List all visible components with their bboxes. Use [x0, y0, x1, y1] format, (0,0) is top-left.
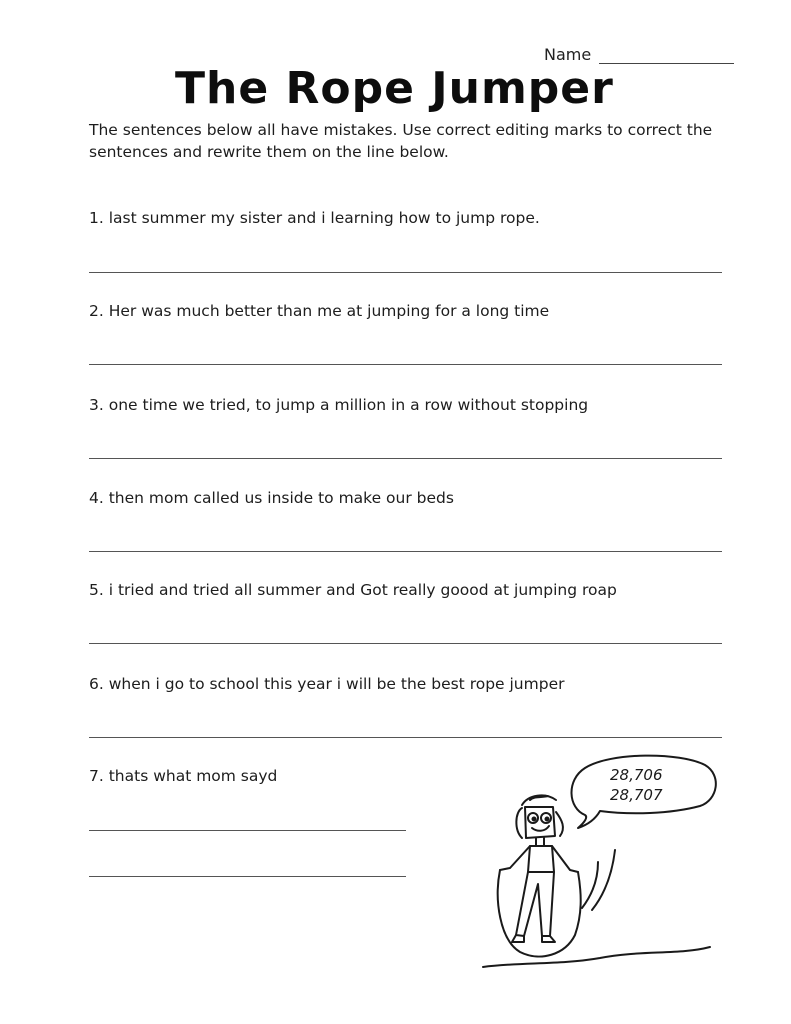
name-label: Name — [544, 45, 592, 64]
sentence-6: 6. when i go to school this year i will be the best rope jumper — [89, 675, 565, 693]
answer-line-6[interactable] — [89, 737, 722, 738]
sentence-1: 1. last summer my sister and i learning how to jump rope. — [89, 209, 540, 227]
rope-jumper-illustration — [455, 748, 735, 978]
sentence-4: 4. then mom called us inside to make our beds — [89, 489, 454, 507]
answer-line-3[interactable] — [89, 458, 722, 459]
answer-line-7b[interactable] — [89, 876, 406, 877]
answer-line-5[interactable] — [89, 643, 722, 644]
jump-rope-icon — [498, 870, 581, 957]
answer-line-2[interactable] — [89, 364, 722, 365]
speech-bubble-line-2: 28,707 — [610, 786, 663, 804]
answer-line-1[interactable] — [89, 272, 722, 273]
sentence-5: 5. i tried and tried all summer and Got really goood at jumping roap — [89, 581, 617, 599]
answer-line-4[interactable] — [89, 551, 722, 552]
sentence-7: 7. thats what mom sayd — [89, 767, 278, 785]
page-title: The Rope Jumper — [175, 63, 614, 114]
speech-bubble-line-1: 28,706 — [610, 766, 663, 784]
instructions: The sentences below all have mistakes. Use correct editing marks to correct the sentences and rewrite them on the line below. — [89, 121, 713, 161]
name-line[interactable] — [599, 63, 734, 64]
answer-line-7a[interactable] — [89, 830, 406, 831]
sentence-2: 2. Her was much better than me at jumping for a long time — [89, 302, 550, 320]
sentence-3: 3. one time we tried, to jump a million in a row without stopping — [89, 396, 589, 414]
